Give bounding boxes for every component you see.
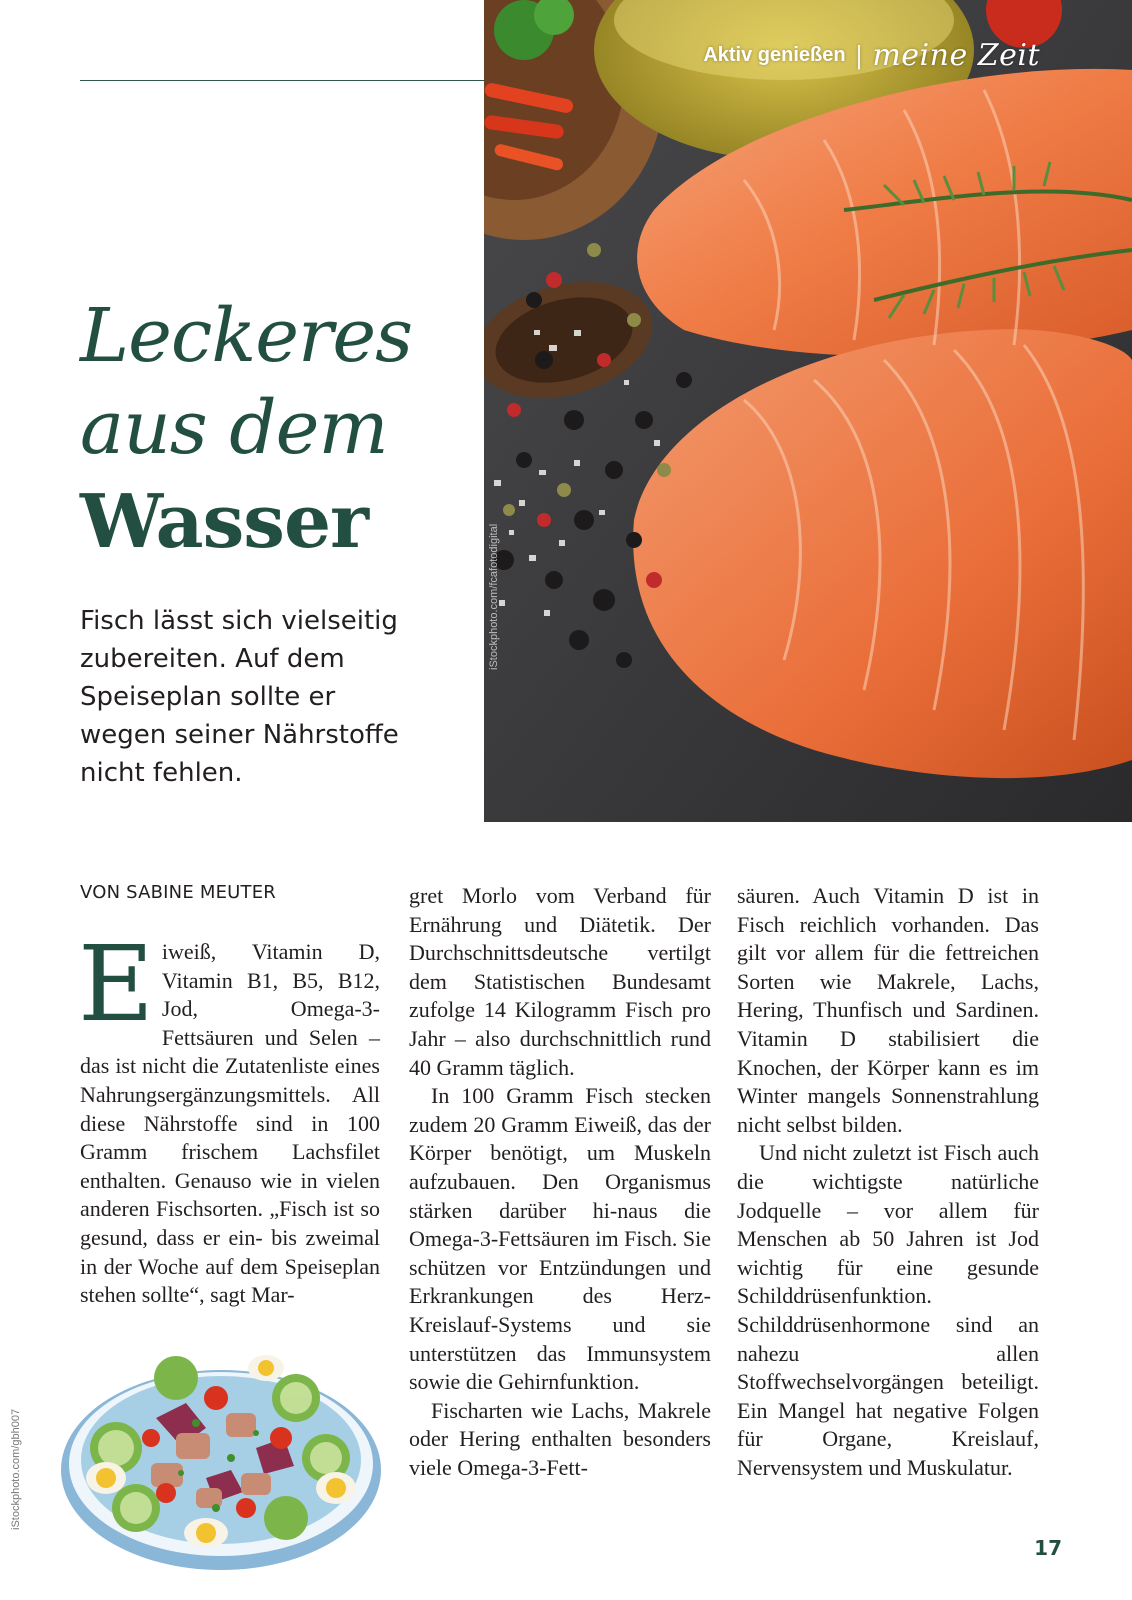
paragraph: Und nicht zuletzt ist Fisch auch die wichtigste natürliche Jodquelle – vor allem für Menschen ab 50 Jahren ist Jod wichtig für eine gesunde Schilddrüsenfunktion. Schilddrüsenhormone sind an nahezu allen Stoffwechselvorgängen beteiligt. Ein Mangel hat negative Folgen für Organe, Kreislauf, Nervensystem und Muskulatur. [737, 1140, 1039, 1480]
hero-photo [484, 0, 1132, 822]
paragraph-text: iweiß, Vitamin D, Vitamin B1, B5, B12, Jod, Omega-3-Fettsäuren und Selen – das ist nicht die Zutatenliste eines Nahrungsergänzungsmittels. All diese Nährstoffe sind in 100 Gramm frischem Lachsfilet enthalten. Genauso wie in vielen anderen Fischsorten. „Fisch ist so gesund, dass er ein- bis zweimal in der Woche auf dem Speiseplan stehen sollte“, sagt Mar- [80, 939, 380, 1308]
article-intro: Fisch lässt sich vielseitig zubereiten. Auf dem Speiseplan sollte er wegen seiner Nährstoffe nicht fehlen. [80, 606, 399, 788]
header-separator: | [855, 40, 863, 70]
body-column-1 [78, 923, 380, 1310]
section-header [703, 38, 1040, 73]
salad-photo-credit: iStockphoto.com/gbh007 [10, 1408, 22, 1530]
section-label: Aktiv genießen [703, 44, 846, 66]
salad-photo [56, 1338, 386, 1572]
title-line-1: Leckeres [80, 293, 413, 379]
drop-cap: E [78, 923, 154, 1045]
body-column-2 [409, 882, 711, 1482]
body-column-3 [737, 882, 1039, 1482]
paragraph: Fischarten wie Lachs, Makrele oder Hering enthalten besonders viele Omega-3-Fett- [409, 1397, 711, 1480]
title-line-3: Wasser [80, 479, 369, 565]
page-number: 17 [1034, 1536, 1062, 1560]
hero-photo-credit: iStockphoto.com/fcafotodigital [488, 523, 500, 670]
byline: VON SABINE MEUTER [80, 882, 276, 903]
article-title [80, 290, 480, 570]
paragraph [78, 923, 380, 1310]
paragraph: In 100 Gramm Fisch stecken zudem 20 Gramm Eiweiß, das der Körper benötigt, um Muskeln aufzubauen. Den Organismus stärken darüber hi-naus die Omega-3-Fettsäuren im Fisch. Sie schützen vor Entzündungen und Erkrankungen des Herz-Kreislauf-Systems und sie unterstützen das Immunsystem sowie die Gehirnfunktion. [409, 1083, 711, 1395]
brand-label: meine Zeit [872, 38, 1040, 73]
paragraph: gret Morlo vom Verband für Ernährung und Diätetik. Der Durchschnittsdeutsche vertilgt dem Statistischen Bundesamt zufolge 14 Kilogramm Fisch pro Jahr – also durchschnittlich rund 40 Gramm täglich. [409, 883, 711, 1080]
title-line-2: aus dem [80, 385, 388, 471]
paragraph: säuren. Auch Vitamin D ist in Fisch reichlich vorhanden. Das gilt vor allem für die fettreichen Sorten wie Makrele, Lachs, Hering, Thunfisch und Sardinen. Vitamin D stabilisiert die Knochen, der Körper kann es im Winter mangels Sonnenstrahlung nicht selbst bilden. [737, 883, 1039, 1137]
